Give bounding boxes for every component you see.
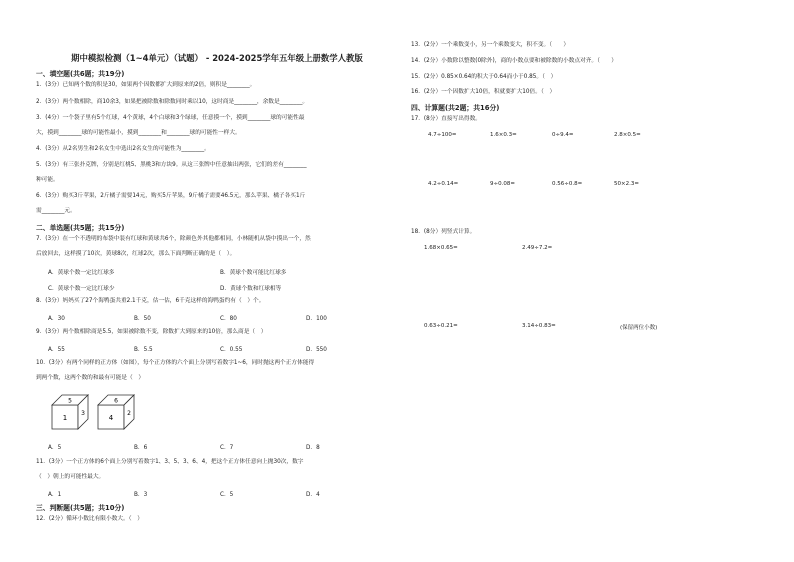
question-9: 9．(3分）两个数相除商是5.5，如果被除数不变，除数扩大到原来的10倍，那么商是（ ） bbox=[36, 329, 267, 335]
question-8: 8．(3分）妈妈买了27个海鸭蛋共重2.1千克，估一估，6千克这样的海鸭蛋约有（ ）个。 bbox=[36, 298, 265, 304]
section-true-false: 三、判断题(共5题；共10分) bbox=[36, 504, 125, 512]
section-fill-blank: 一、填空题(共6题；共19分) bbox=[36, 70, 125, 78]
option-11d: D．4 bbox=[306, 492, 320, 498]
cube1-side-number: 3 bbox=[81, 410, 85, 417]
option-7d: D．黄球个数和红球相等 bbox=[220, 286, 282, 292]
option-11c: C．5 bbox=[220, 492, 234, 498]
option-11b: B．3 bbox=[134, 492, 148, 498]
calc17-item-5: 4.2÷0.14= bbox=[428, 181, 459, 187]
question-7-line2: 后放回去，这样摸了10次，黄球8次，红球2次，那么下面判断正确的是（ ）。 bbox=[36, 251, 236, 257]
option-9c: C．0.55 bbox=[220, 347, 243, 353]
calc17-item-7: 0.56÷0.8= bbox=[552, 181, 583, 187]
question-5-line1: 5．(3分）有三张扑克牌，分别是红桃5、黑桃3和方块9。从这三张牌中任意抽出两张，它们的差有________ bbox=[36, 162, 307, 168]
cube2-front-number: 4 bbox=[108, 414, 114, 422]
question-13: 13．(2分）一个乘数变小，另一个乘数变大，积不变。（ ） bbox=[411, 42, 570, 48]
cube-figure-1 bbox=[50, 393, 90, 431]
calc18-item-3: 0.63÷0.21= bbox=[424, 323, 458, 329]
cube2-top-number: 6 bbox=[114, 397, 118, 405]
question-3-line2: 大，摸到________球的可能性最小，摸到________和________球的可能性一样大。 bbox=[36, 130, 241, 136]
option-10d: D．8 bbox=[306, 445, 320, 451]
option-7b: B．黄球个数可能比红球多 bbox=[220, 270, 287, 276]
cube1-front-number: 1 bbox=[62, 414, 68, 422]
question-3-line1: 3．(4分）一个袋子里有5个红球，4个黄球，4个白球和3个绿球，任意摸一个，摸到________球的可能性最 bbox=[36, 115, 305, 121]
calc18-item-1: 1.68×0.65= bbox=[424, 245, 458, 251]
question-10-line2: 到两个数，这两个数的和最有可能是（ ） bbox=[36, 375, 145, 381]
question-10-line1: 10．(3分）有两个同样的正方体（如图），每个正方体的六个面上分别写着数字1~6，同时抛这两个正方体能得 bbox=[36, 360, 315, 366]
calc17-item-6: 9÷0.08= bbox=[490, 181, 515, 187]
cube1-top-number: 5 bbox=[68, 397, 72, 405]
option-10b: B．6 bbox=[134, 445, 148, 451]
calc18-round-note: (保留两位小数) bbox=[620, 325, 658, 331]
option-9d: D．550 bbox=[306, 347, 327, 353]
cube-figure-2 bbox=[96, 393, 136, 431]
calc17-item-1: 4.7÷100= bbox=[428, 132, 457, 138]
option-7c: C．黄球个数一定比红球少 bbox=[48, 286, 115, 292]
option-10c: C．7 bbox=[220, 445, 234, 451]
question-6-line2: 需________元。 bbox=[36, 208, 76, 214]
calc17-item-3: 0÷9.4= bbox=[552, 132, 574, 138]
calc17-item-2: 1.6×0.3= bbox=[490, 132, 517, 138]
option-8c: C．80 bbox=[220, 316, 237, 322]
section-calculation: 四、计算题(共2题；共16分) bbox=[411, 104, 500, 112]
question-12: 12．(2分）循环小数比有限小数大。（ ） bbox=[36, 516, 143, 522]
page-title: 期中模拟检测（1~4单元）（试题） - 2024-2025学年五年级上册数学人教版 bbox=[71, 53, 363, 63]
question-6-line1: 6．(3分）购买3斤苹果，2斤橘子需要14元，购买5斤苹果，9斤橘子需要46.5元，那么苹果、橘子各买1斤 bbox=[36, 193, 306, 199]
section-single-choice: 二、单选题(共5题；共15分) bbox=[36, 224, 125, 232]
question-2: 2．(3分）两个数相除，商10余3，如果把被除数和除数同时乘以10，这时商是________，余数是________。 bbox=[36, 99, 309, 105]
question-11-line2: （ ）朝上的可能性最大。 bbox=[36, 474, 105, 480]
question-11-line1: 11．(3分）一个正方体的6个面上分别写着数字1、3、5、3、6、4，把这个正方体任意向上抛30次，数字 bbox=[36, 459, 304, 465]
calc17-item-4: 2.8×0.5= bbox=[614, 132, 641, 138]
option-8a: A．30 bbox=[48, 316, 65, 322]
question-15: 15．(2分）0.85×0.64的积大于0.64而小于0.85。（ ） bbox=[411, 74, 557, 80]
option-10a: A．5 bbox=[48, 445, 62, 451]
question-5-line2: 种可能。 bbox=[36, 177, 59, 183]
question-4: 4．(3分）从2名男生和2名女生中选出2名女生的可能性为________。 bbox=[36, 146, 210, 152]
option-9b: B．5.5 bbox=[134, 347, 153, 353]
option-7a: A．黄球个数一定比红球多 bbox=[48, 270, 115, 276]
calc18-item-2: 2.49÷7.2= bbox=[522, 245, 553, 251]
question-18: 18．(8分）列竖式计算。 bbox=[411, 229, 476, 235]
calc17-item-8: 50×2.3= bbox=[614, 181, 639, 187]
option-8b: B．50 bbox=[134, 316, 151, 322]
option-11a: A．1 bbox=[48, 492, 62, 498]
question-1: 1．(3分）已知两个数的积是30，如果两个因数都扩大到原来的2倍，则积是________。 bbox=[36, 82, 256, 88]
cube2-side-number: 2 bbox=[127, 410, 131, 417]
calc18-item-4: 3.14÷0.83= bbox=[522, 323, 556, 329]
question-7-line1: 7．(3分）在一个不透明的布袋中装有红球和黄球共6个，除颜色外其他都相同，小林随机从袋中摸出一个，然 bbox=[36, 236, 311, 242]
question-17: 17．(8分）直接写出得数。 bbox=[411, 116, 481, 122]
question-16: 16．(2分）一个因数扩大10倍，积就要扩大10倍。（ ） bbox=[411, 89, 556, 95]
option-9a: A．55 bbox=[48, 347, 65, 353]
option-8d: D．100 bbox=[306, 316, 327, 322]
question-14: 14．(2分）小数除以整数(0除外)，商的小数点要和被除数的小数点对齐。（ ） bbox=[411, 58, 617, 64]
